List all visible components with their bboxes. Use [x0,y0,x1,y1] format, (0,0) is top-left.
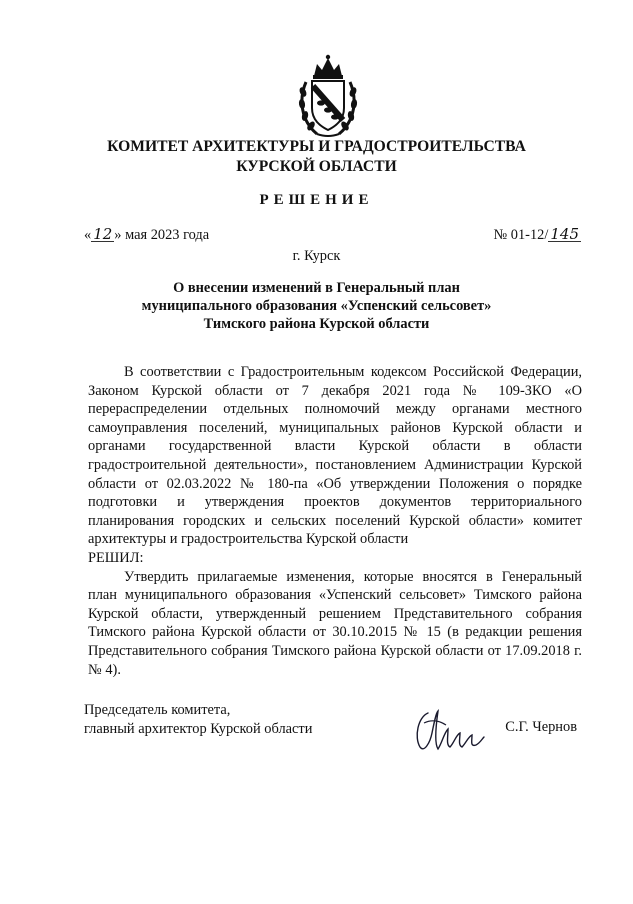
document-body [88,363,582,679]
kursk-coat-of-arms-icon [297,54,359,138]
signer-name: С.Г. Чернов [505,719,577,735]
signer-position-line-2: главный архитектор Курской области [84,721,313,737]
number-prefix: № 01-12/ [493,227,549,243]
document-city: г. Курск [292,248,341,264]
subject-line-2: муниципального образования «Успенский сельсовет» [141,298,492,314]
date-day-handwritten: 12 [93,225,113,243]
handwritten-signature [412,703,488,755]
signer-position [84,701,312,739]
subject-line-1: О внесении изменений в Генеральный план [173,280,460,296]
body-paragraph-2: Утвердить прилагаемые изменения, которые вносятся в Генеральный план муниципального образования «Успенский сельсовет» Тимского района Курской области, утвержденный решением Представительного собрания Тимского района Курской области от 30.10.2015 № 15 (в редакции решения Представительного собрания Тимского района Курской области от 17.09.2018 г. № 4). [88,568,582,678]
organization-name-line-2: КУРСКОЙ ОБЛАСТИ [236,158,397,175]
document-type-title: РЕШЕНИЕ [259,192,374,208]
date-rest: » мая 2023 года [114,227,210,243]
body-resolved-word: РЕШИЛ: [88,549,144,566]
body-paragraph-1: В соответствии с Градостроительным кодексом Российской Федерации, Законом Курской области от 7 декабря 2021 года № 109-ЗКО «О перераспределении отдельных полномочий между органами местного самоуправления поселений, муниципальных районов Курской области и органами государственной власти Курской области в области градостроительной деятельности», постановлением Администрации Курской области от 02.03.2022 № 180-па «Об утверждении Положения о порядке подготовки и утверждения проектов документов территориального планирования городских и сельских поселений Курской области» комитет архитектуры и градостроительства Курской области [88,364,582,548]
date-quote-open: « [84,227,92,243]
number-handwritten: 145 [550,225,579,243]
document-date [84,227,209,244]
organization-name-line-1: КОМИТЕТ АРХИТЕКТУРЫ И ГРАДОСТРОИТЕЛЬСТВА [107,138,526,155]
subject-line-3: Тимского района Курской области [203,316,430,332]
document-subject [0,279,633,333]
signer-position-line-1: Председатель комитета, [84,702,231,718]
document-number [493,227,581,244]
